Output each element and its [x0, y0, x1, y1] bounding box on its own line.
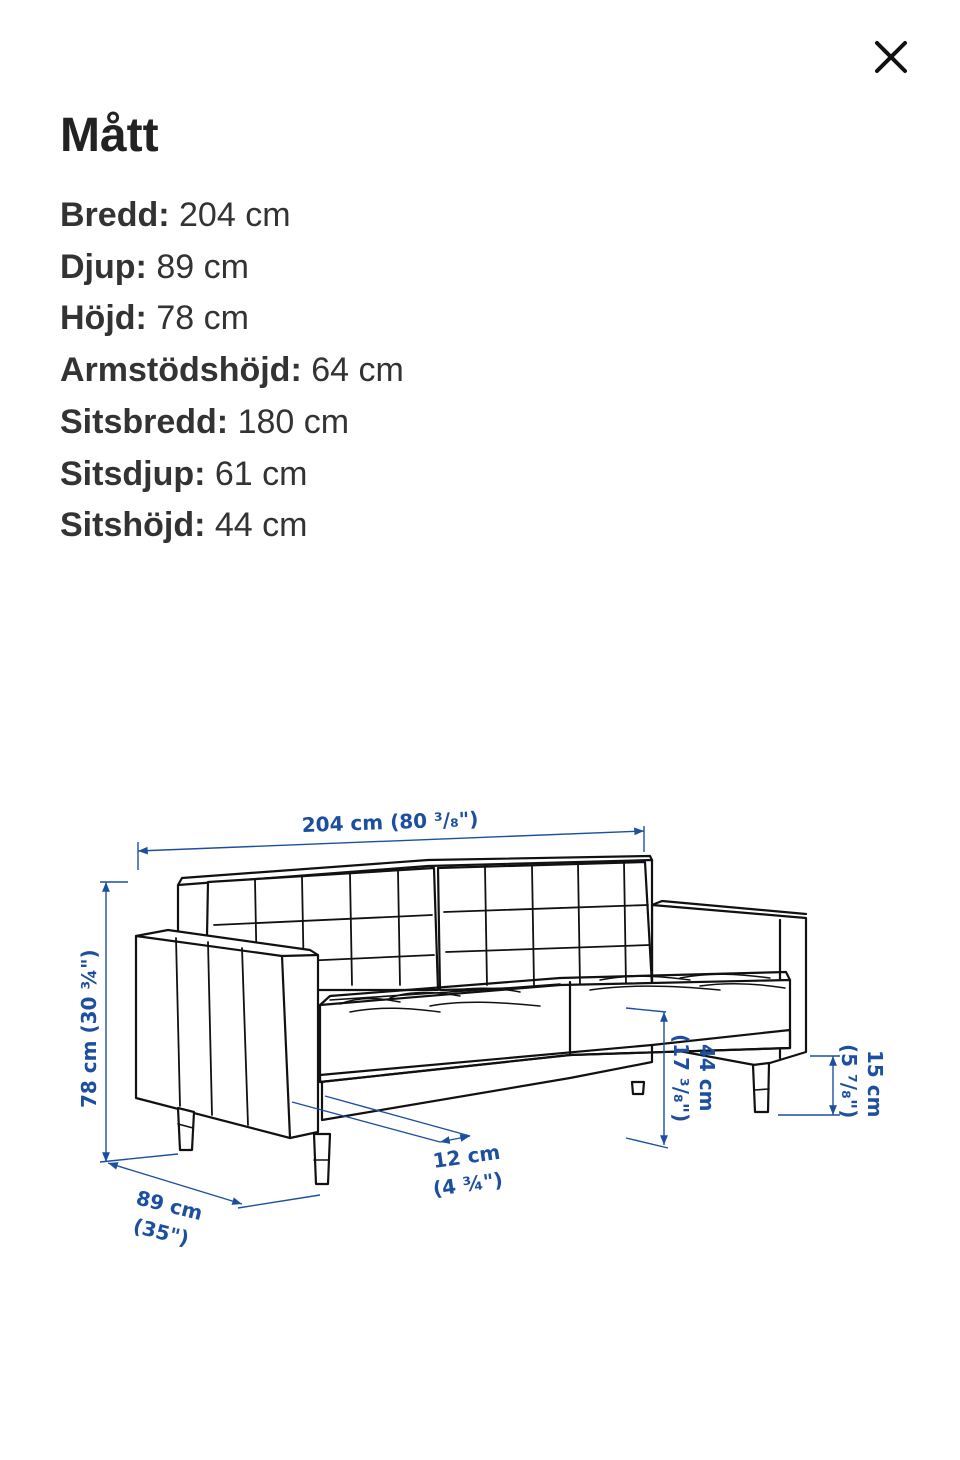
dimension-seat-depth: Sitsdjup: 61 cm — [60, 454, 308, 493]
depth-dimension-label-imperial: (35") — [130, 1213, 192, 1251]
leg-inset-dimension-label-imperial: (4 ¾") — [431, 1167, 505, 1201]
leg-height-dimension-label: 15 cm — [863, 1050, 887, 1118]
dimension-seat-height: Sitshöjd: 44 cm — [60, 506, 308, 545]
dimension-width: Bredd: 204 cm — [60, 196, 291, 234]
close-button[interactable] — [866, 32, 916, 82]
dimension-list — [60, 190, 404, 552]
width-dimension-label: 204 cm (80 ³/₈") — [301, 806, 479, 837]
page-title-text: Mått — [60, 109, 159, 162]
dimension-height: Höjd: 78 cm — [60, 299, 249, 338]
leg-height-dimension-label-imperial: (5 ⁷/₈") — [837, 1044, 861, 1119]
seat-height-dimension-label: 44 cm — [695, 1044, 719, 1112]
sofa-dimension-diagram — [60, 790, 900, 1270]
dimension-depth: Djup: 89 cm — [60, 247, 249, 286]
leg-inset-dimension-label: 12 cm — [431, 1139, 502, 1173]
dimension-armrest-height: Armstödshöjd: 64 cm — [60, 351, 404, 390]
close-icon — [874, 40, 908, 74]
height-dimension-label: 78 cm (30 ¾") — [77, 949, 101, 1108]
depth-dimension-label: 89 cm — [133, 1185, 206, 1226]
page-title — [60, 100, 260, 162]
dimension-seat-width: Sitsbredd: 180 cm — [60, 402, 350, 441]
seat-height-dimension-label-imperial: (17 ³/₈") — [669, 1034, 693, 1123]
sofa-drawing — [136, 856, 806, 1184]
